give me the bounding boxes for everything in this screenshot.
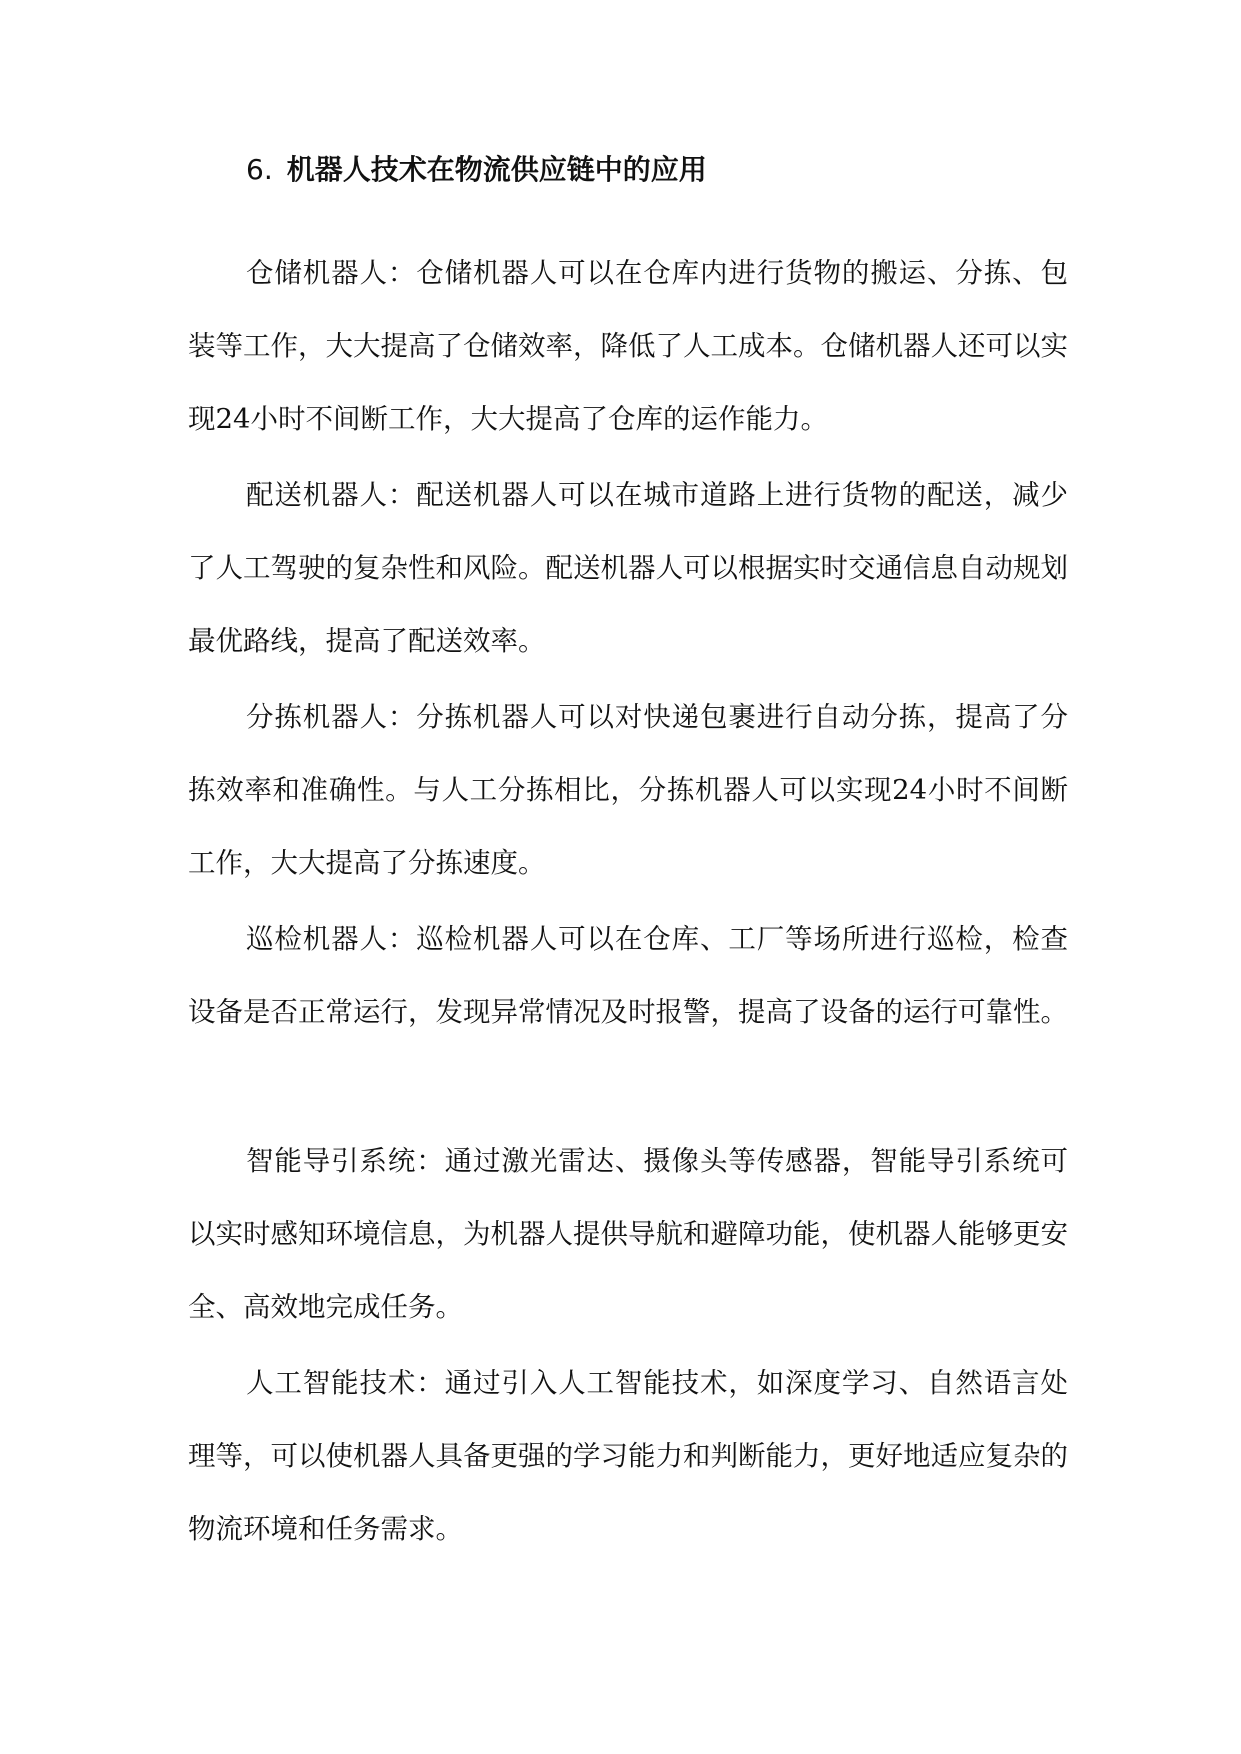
paragraph-warehouse-robot: 仓储机器人：仓储机器人可以在仓库内进行货物的搬运、分拣、包装等工作，大大提高了仓储效率，降低了人工成本。仓储机器人还可以实现24小时不间断工作，大大提高了仓库的运作能力。 xyxy=(188,256,1068,435)
section-number: 6. xyxy=(246,153,273,186)
section-heading xyxy=(246,150,707,190)
section-title: 机器人技术在物流供应链中的应用 xyxy=(286,153,707,186)
paragraph-sorting-robot: 分拣机器人：分拣机器人可以对快递包裹进行自动分拣，提高了分拣效率和准确性。与人工分拣相比，分拣机器人可以实现24小时不间断工作，大大提高了分拣速度。 xyxy=(188,700,1068,879)
paragraph-ai-technology: 人工智能技术：通过引入人工智能技术，如深度学习、自然语言处理等，可以使机器人具备更强的学习能力和判断能力，更好地适应复杂的物流环境和任务需求。 xyxy=(188,1366,1068,1545)
paragraph-guidance-system: 智能导引系统：通过激光雷达、摄像头等传感器，智能导引系统可以实时感知环境信息，为机器人提供导航和避障功能，使机器人能够更安全、高效地完成任务。 xyxy=(188,1144,1068,1323)
paragraph-delivery-robot: 配送机器人：配送机器人可以在城市道路上进行货物的配送，减少了人工驾驶的复杂性和风险。配送机器人可以根据实时交通信息自动规划最优路线，提高了配送效率。 xyxy=(188,478,1068,657)
paragraph-inspection-robot: 巡检机器人：巡检机器人可以在仓库、工厂等场所进行巡检，检查设备是否正常运行，发现异常情况及时报警，提高了设备的运行可靠性。 xyxy=(188,922,1068,1028)
